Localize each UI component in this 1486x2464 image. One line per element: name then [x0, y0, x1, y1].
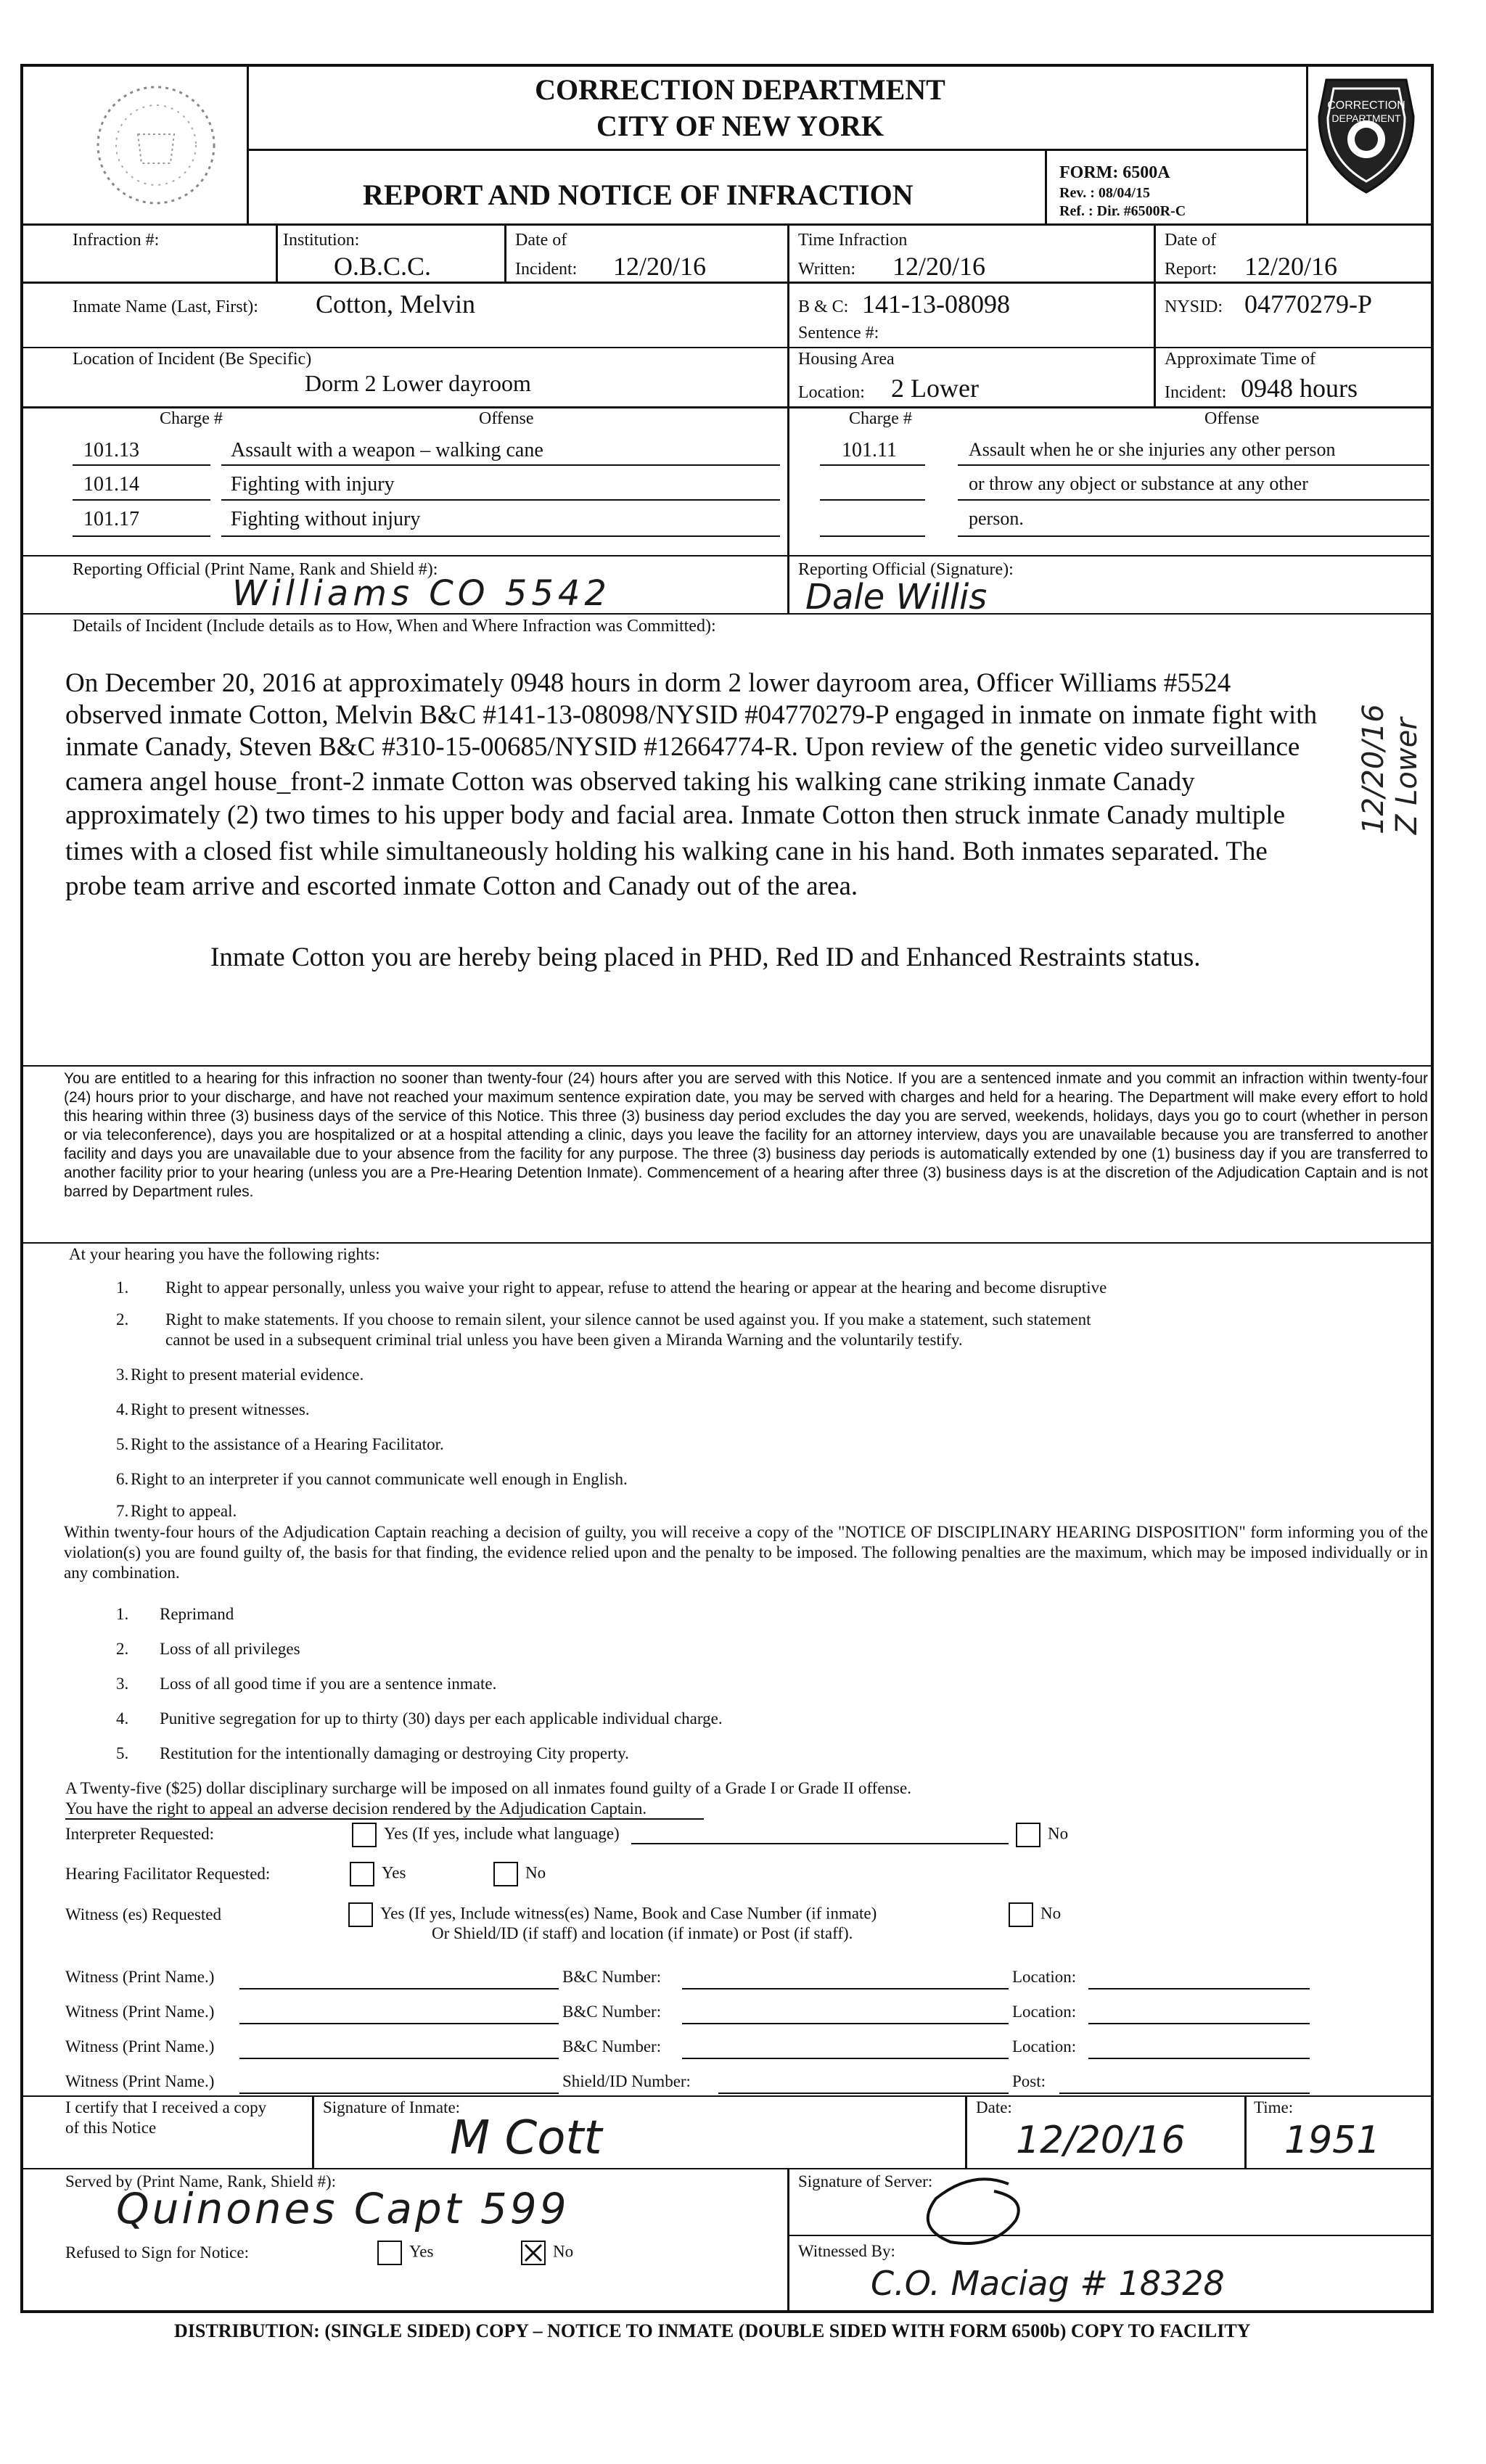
- approx-incident-label: Incident:: [1165, 383, 1227, 402]
- bc-value: 141-13-08098: [862, 289, 1010, 319]
- interpreter-yes-option[interactable]: [352, 1823, 620, 1847]
- appeal-text: You have the right to appeal an adverse decision rendered by the Adjudication Captain.: [65, 1799, 647, 1818]
- witness-name-label-2: Witness (Print Name.): [65, 2003, 215, 2021]
- right-offense-line-1: Assault when he or she injuries any other person: [969, 439, 1336, 460]
- approx-time-label: Approximate Time of: [1165, 350, 1315, 369]
- date-report-value: 12/20/16: [1244, 252, 1338, 281]
- housing-location-label: Location:: [798, 383, 865, 402]
- charge-code-3: 101.17: [83, 508, 139, 530]
- inmate-signature-label: Signature of Inmate:: [323, 2098, 461, 2116]
- guilt-notice-text: Within twenty-four hours of the Adjudication Captain reaching a decision of guilty, you will receive a copy of the "NOTICE OF DISCIPLINARY HEARING DISPOSITION" form informing you of the violation(s) you are found guilty of, the basis for that finding, the evidence relied upon and the penalty to be imposed. The following penalties are the maximum, which may be imposed individually or in any combination.: [64, 1523, 1428, 1582]
- refused-yes-label: Yes: [409, 2242, 434, 2261]
- witness-name-field-1[interactable]: [239, 1988, 559, 1989]
- written-label: Written:: [798, 260, 856, 279]
- interpreter-no-label: No: [1048, 1824, 1069, 1843]
- nysid-value: 04770279-P: [1244, 289, 1373, 319]
- penalty-text-5: Restitution for the intentionally damaging or destroying City property.: [160, 1744, 629, 1762]
- penalty-text-4: Punitive segregation for up to thirty (30) days per each applicable individual charge.: [160, 1709, 723, 1728]
- server-signature-label: Signature of Server:: [798, 2172, 933, 2190]
- charge-code-2: 101.14: [83, 473, 139, 496]
- server-signature-mark: [900, 2169, 1045, 2256]
- witness-no-checkbox[interactable]: [1009, 1902, 1033, 1927]
- facilitator-no-label: No: [525, 1863, 546, 1882]
- details-status-line: Inmate Cotton you are hereby being placed in PHD, Red ID and Enhanced Restraints status.: [210, 943, 1201, 972]
- institution-value: O.B.C.C.: [334, 252, 432, 281]
- witness-shield-label: Shield/ID Number:: [562, 2072, 691, 2090]
- institution-label: Institution:: [283, 231, 360, 250]
- charge-offense-3: Fighting without injury: [231, 508, 421, 530]
- witness-bc-field-3[interactable]: [682, 2058, 1009, 2059]
- date-label: Date:: [976, 2098, 1012, 2116]
- right-num-1: 1.: [116, 1278, 129, 1297]
- penalty-num-1: 1.: [116, 1605, 129, 1623]
- surcharge-text: A Twenty-five ($25) dollar disciplinary surcharge will be imposed on all inmates found guilty of a Grade I or Grade II offense.: [65, 1779, 911, 1797]
- right-text-5: Right to the assistance of a Hearing Facilitator.: [131, 1435, 444, 1453]
- right-text-7: Right to appeal.: [131, 1502, 237, 1520]
- witness-location-label-3: Location:: [1012, 2037, 1077, 2056]
- reporting-signature: Dale Willis: [805, 577, 988, 617]
- details-line-4: camera angel house_front-2 inmate Cotton was observed taking his walking cane striking inmate Canady: [65, 767, 1195, 797]
- time-value: 1951: [1284, 2119, 1381, 2162]
- refused-no-checkbox[interactable]: [521, 2241, 546, 2265]
- sentence-label: Sentence #:: [798, 324, 879, 342]
- facilitator-label: Hearing Facilitator Requested:: [65, 1865, 271, 1883]
- witness-yes-checkbox[interactable]: [348, 1902, 373, 1927]
- dept-line-2: CITY OF NEW YORK: [596, 110, 884, 142]
- refused-no-option[interactable]: [521, 2241, 573, 2265]
- form-ref: Ref. : Dir. #6500R-C: [1059, 203, 1186, 219]
- reporting-print-label: Reporting Official (Print Name, Rank and Shield #):: [73, 560, 438, 579]
- bc-label: B & C:: [798, 297, 849, 316]
- offense-header-left: Offense: [479, 409, 534, 428]
- right-num-7: 7.: [116, 1502, 129, 1520]
- housing-label: Housing Area: [798, 350, 895, 369]
- housing-value: 2 Lower: [891, 374, 979, 403]
- location-value: Dorm 2 Lower dayroom: [305, 370, 531, 396]
- witness-bc-field-1[interactable]: [682, 1988, 1009, 1989]
- witness-no-option[interactable]: [1009, 1902, 1061, 1927]
- inmate-name-value: Cotton, Melvin: [316, 289, 476, 319]
- facilitator-no-checkbox[interactable]: [493, 1862, 518, 1886]
- witnessed-by-value: C.O. Maciag # 18328: [871, 2264, 1225, 2303]
- interpreter-no-checkbox[interactable]: [1016, 1823, 1040, 1847]
- penalty-num-5: 5.: [116, 1744, 129, 1762]
- details-line-5: approximately (2) two times to his upper body and facial area. Inmate Cotton then struck inmate Canady multiple: [65, 800, 1285, 830]
- svg-text:DEPARTMENT: DEPARTMENT: [1331, 112, 1401, 124]
- rights-intro: At your hearing you have the following rights:: [69, 1245, 380, 1263]
- right-offense-line-2: or throw any object or substance at any other: [969, 473, 1308, 494]
- penalty-text-2: Loss of all privileges: [160, 1640, 300, 1658]
- witness-bc-label-1: B&C Number:: [562, 1968, 662, 1986]
- refused-yes-checkbox[interactable]: [377, 2241, 402, 2265]
- right-num-4: 4.: [116, 1400, 129, 1418]
- reporting-signature-label: Reporting Official (Signature):: [798, 560, 1014, 579]
- witness-location-label-1: Location:: [1012, 1968, 1077, 1986]
- interpreter-label: Interpreter Requested:: [65, 1825, 214, 1843]
- right-text-6: Right to an interpreter if you cannot communicate well enough in English.: [131, 1470, 628, 1488]
- witness-requested-label: Witness (es) Requested: [65, 1905, 221, 1923]
- charge-header-right: Charge #: [849, 409, 912, 428]
- refused-no-label: No: [553, 2242, 574, 2261]
- facilitator-no-option[interactable]: [493, 1862, 546, 1886]
- charge-offense-1: Assault with a weapon – walking cane: [231, 439, 543, 461]
- inmate-name-label: Inmate Name (Last, First):: [73, 297, 258, 316]
- right-text-4: Right to present witnesses.: [131, 1400, 310, 1418]
- witness-post-field[interactable]: [1059, 2093, 1310, 2094]
- witness-location-field-1[interactable]: [1088, 1988, 1310, 1989]
- details-label: Details of Incident (Include details as to How, When and Where Infraction was Committed):: [73, 617, 716, 636]
- witness-yes-option[interactable]: [348, 1902, 877, 1927]
- witness-bc-field-2[interactable]: [682, 2023, 1009, 2024]
- refused-label: Refused to Sign for Notice:: [65, 2243, 249, 2262]
- date-report-label-1: Date of: [1165, 231, 1217, 250]
- date-incident-label-1: Date of: [515, 231, 567, 250]
- offense-header-right: Offense: [1204, 409, 1260, 428]
- time-infraction-label: Time Infraction: [798, 231, 908, 250]
- right-charge-code: 101.11: [842, 439, 897, 461]
- right-text-3: Right to present material evidence.: [131, 1366, 364, 1384]
- city-seal-icon: [69, 76, 243, 214]
- details-line-7: probe team arrive and escorted inmate Cotton and Canady out of the area.: [65, 871, 858, 901]
- date-value: 12/20/16: [1016, 2119, 1186, 2162]
- charge-header-left: Charge #: [160, 409, 223, 428]
- penalty-num-3: 3.: [116, 1675, 129, 1693]
- witness-location-label-2: Location:: [1012, 2003, 1077, 2021]
- reporting-print-value: Williams CO 5542: [232, 573, 611, 614]
- right-num-6: 6.: [116, 1470, 129, 1488]
- witness-no-label: No: [1040, 1904, 1062, 1923]
- interpreter-yes-checkbox[interactable]: [352, 1823, 377, 1847]
- interpreter-no-option[interactable]: [1016, 1823, 1068, 1847]
- hearing-notice-text: You are entitled to a hearing for this infraction no sooner than twenty-four (24) hours after you are served with this Notice. If you are a sentenced inmate and you commit an infraction within twenty-four (24) hours prior to your discharge, and have not reached your maximum sentence expiration date, you may be served with charges and held for a hearing. The Department will make every effort to hold this hearing within three (3) business days of the service of this Notice. This three (3) business day period excludes the day you are served, weekends, holidays, days you go to court (whether in person or via teleconference), days you are hospitalized or at a hospital attending a clinic, days you leave the facility for an attorney interview, days you are unavailable because you are transferred to another facility and days you are unavailable due to your absence from the facility for any purpose. The three (3) business day periods is automatically extended by one (1) business day if you are transferred to another facility prior to your hearing (unless you are a Pre-Hearing Detention Inmate). Commencement of a hearing after three (3) business days is at the discretion of the Adjudication Captain and is not barred by Department rules.: [64, 1070, 1428, 1200]
- witness-location-field-2[interactable]: [1088, 2023, 1310, 2024]
- form-rev: Rev. : 08/04/15: [1059, 185, 1150, 201]
- details-line-2: observed inmate Cotton, Melvin B&C #141-13-08098/NYSID #04770279-P engaged in inmate on inmate fight with: [65, 700, 1318, 730]
- right-text-2: Right to make statements. If you choose to remain silent, your silence cannot be used against you. If you make a statement, such statement: [165, 1310, 1091, 1328]
- details-line-3: inmate Canady, Steven B&C #310-15-00685/NYSID #12664774-R. Upon review of the genetic video surveillance: [65, 732, 1300, 762]
- interpreter-yes-label: Yes (If yes, include what language): [384, 1824, 620, 1843]
- details-line-1: On December 20, 2016 at approximately 0948 hours in dorm 2 lower dayroom area, Officer Williams #5524: [65, 668, 1231, 698]
- charge-offense-2: Fighting with injury: [231, 473, 395, 496]
- written-value: 12/20/16: [892, 252, 986, 281]
- witness-name-field-3[interactable]: [239, 2058, 559, 2059]
- witness-name-label-1: Witness (Print Name.): [65, 1968, 215, 1986]
- witness-yes-note: Or Shield/ID (if staff) and location (if inmate) or Post (if staff).: [432, 1924, 853, 1942]
- witness-post-label: Post:: [1012, 2072, 1046, 2090]
- witness-shield-field[interactable]: [718, 2093, 1009, 2094]
- penalty-text-1: Reprimand: [160, 1605, 234, 1623]
- facilitator-yes-option[interactable]: [350, 1862, 406, 1886]
- inmate-signature: M Cott: [450, 2111, 602, 2165]
- correction-badge-icon: [1312, 73, 1421, 196]
- dept-line-1: CORRECTION DEPARTMENT: [535, 73, 945, 106]
- witness-name-label-4: Witness (Print Name.): [65, 2072, 215, 2090]
- penalty-text-3: Loss of all good time if you are a sentence inmate.: [160, 1675, 497, 1693]
- witness-name-field-2[interactable]: [239, 2023, 559, 2024]
- date-report-label-2: Report:: [1165, 260, 1217, 279]
- facilitator-yes-label: Yes: [382, 1863, 406, 1882]
- penalty-num-2: 2.: [116, 1640, 129, 1658]
- witness-location-field-3[interactable]: [1088, 2058, 1310, 2059]
- svg-text:CORRECTION: CORRECTION: [1327, 99, 1405, 112]
- form-number: FORM: 6500A: [1059, 163, 1170, 182]
- certify-label-2: of this Notice: [65, 2119, 157, 2137]
- right-num-2: 2.: [116, 1310, 129, 1328]
- charge-code-1: 101.13: [83, 439, 139, 461]
- infraction-label: Infraction #:: [73, 231, 160, 250]
- right-offense-line-3: person.: [969, 508, 1024, 529]
- margin-handwritten-note: 12/20/16 Z Lower: [1357, 704, 1424, 834]
- served-by-label: Served by (Print Name, Rank, Shield #):: [65, 2172, 337, 2190]
- refused-yes-option[interactable]: [377, 2241, 433, 2265]
- penalty-num-4: 4.: [116, 1709, 129, 1728]
- certify-label-1: I certify that I received a copy: [65, 2098, 267, 2116]
- right-text-2b: cannot be used in a subsequent criminal trial unless you have been given a Miranda Warning and the voluntarily testify.: [165, 1331, 963, 1349]
- date-incident-label-2: Incident:: [515, 260, 578, 279]
- served-by-value: Quinones Capt 599: [116, 2184, 570, 2233]
- right-num-5: 5.: [116, 1435, 129, 1453]
- nysid-label: NYSID:: [1165, 297, 1223, 316]
- date-incident-value: 12/20/16: [613, 252, 707, 281]
- facilitator-yes-checkbox[interactable]: [350, 1862, 374, 1886]
- witness-bc-label-2: B&C Number:: [562, 2003, 662, 2021]
- details-line-6: times with a closed fist while simultaneously holding his walking cane in his hand. Both inmates separated. The: [65, 837, 1268, 866]
- witness-bc-label-3: B&C Number:: [562, 2037, 662, 2056]
- witness-name-field-4[interactable]: [239, 2093, 559, 2094]
- witness-yes-label: Yes (If yes, Include witness(es) Name, Book and Case Number (if inmate): [380, 1904, 877, 1923]
- approx-time-value: 0948 hours: [1241, 374, 1358, 403]
- time-label: Time:: [1254, 2098, 1294, 2116]
- right-text-1: Right to appear personally, unless you waive your right to appear, refuse to attend the hearing or appear at the hearing and become disruptive: [165, 1278, 1107, 1297]
- right-num-3: 3.: [116, 1366, 129, 1384]
- witness-name-label-3: Witness (Print Name.): [65, 2037, 215, 2056]
- witnessed-by-label: Witnessed By:: [798, 2242, 895, 2260]
- report-title: REPORT AND NOTICE OF INFRACTION: [363, 178, 914, 211]
- location-label: Location of Incident (Be Specific): [73, 350, 312, 369]
- distribution-footer: DISTRIBUTION: (SINGLE SIDED) COPY – NOTICE TO INMATE (DOUBLE SIDED WITH FORM 6500b) COPY TO FACILITY: [174, 2320, 1251, 2341]
